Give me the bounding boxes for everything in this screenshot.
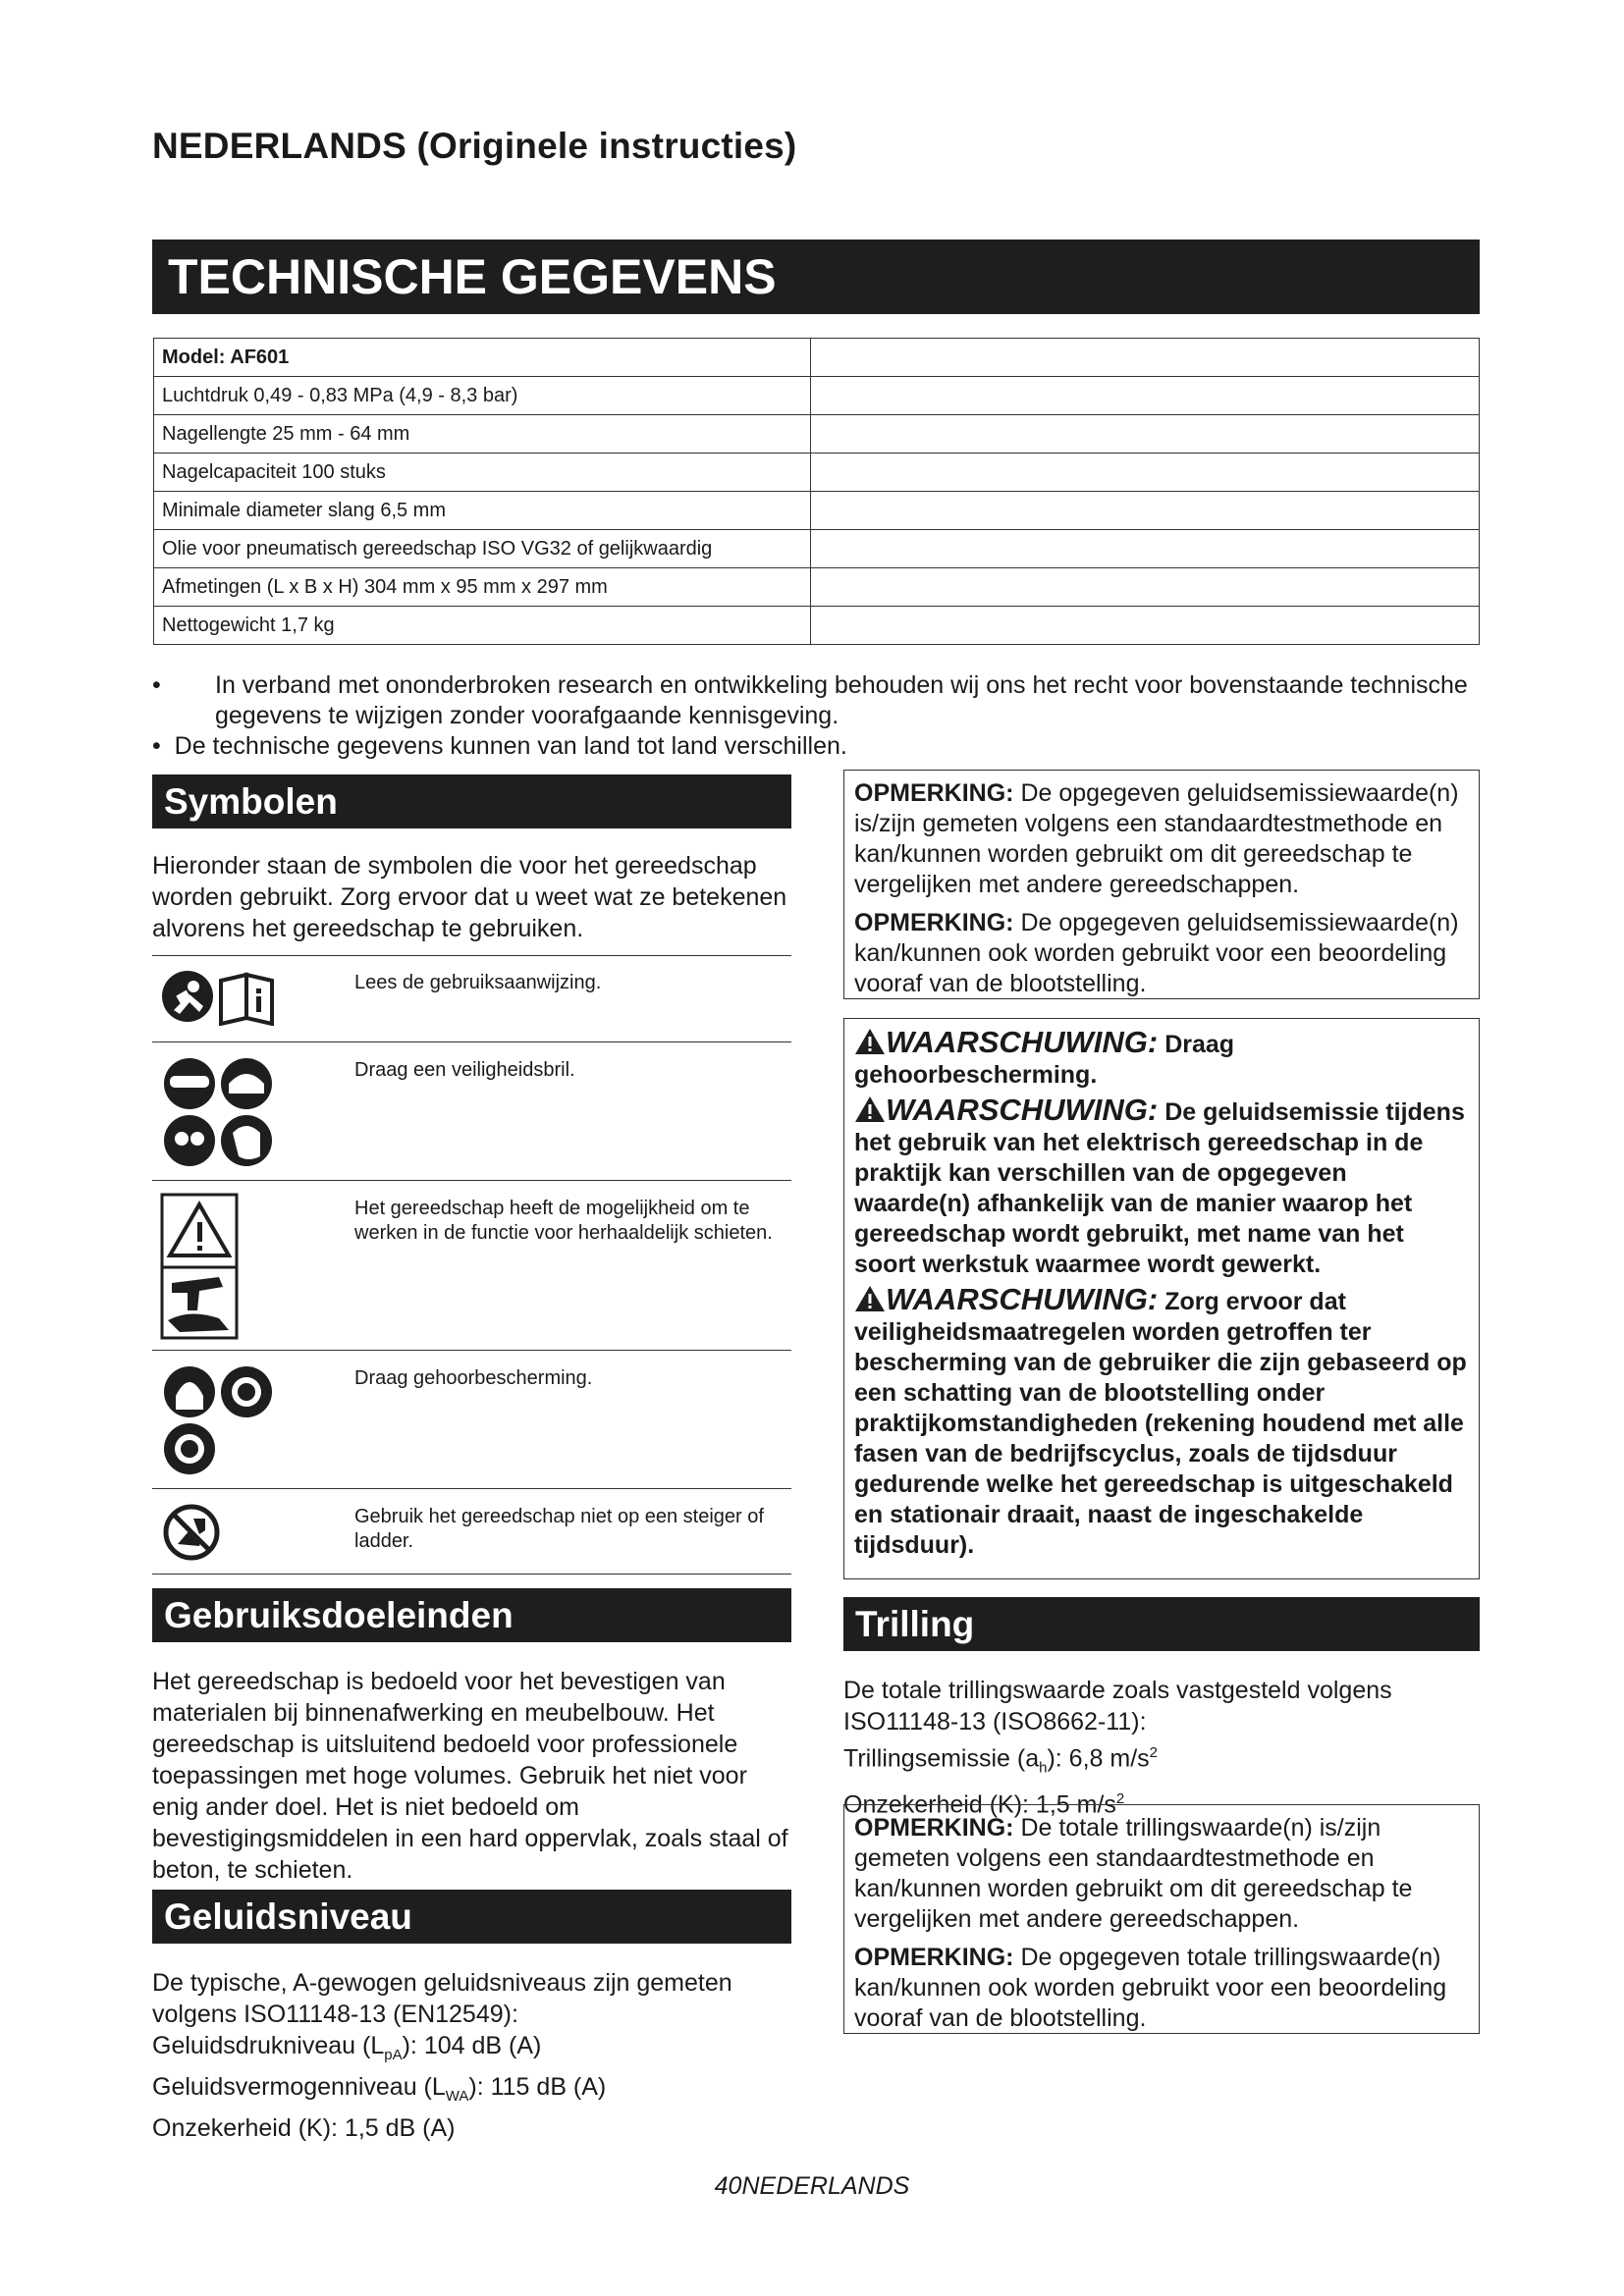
warning-label: WAARSCHUWING: <box>886 1025 1159 1059</box>
symbol-desc: Gebruik het gereedschap niet op een steiger of ladder. <box>354 1506 764 1552</box>
note <box>854 1943 1469 2034</box>
spec-row <box>154 415 1480 454</box>
symbols-banner: Symbolen <box>152 774 791 828</box>
spec-row <box>154 339 1480 377</box>
hearing-protection-icon <box>160 1362 288 1485</box>
note-label: OPMERKING: <box>854 909 1014 936</box>
safety-glasses-icon <box>160 1054 288 1177</box>
spec-row <box>154 568 1480 607</box>
noise-power-value: ): 115 dB (A) <box>468 2073 607 2101</box>
note-text: De opgegeven geluidsemissiewaarde(n) kan/kunnen ook worden gebruikt voor een beoordeling vooraf van de blootstelling. <box>854 909 1459 997</box>
noise-intro: De typische, A-gewogen geluidsniveaus zijn gemeten volgens ISO11148-13 (EN12549): <box>152 1969 732 2028</box>
page-footer: 40NEDERLANDS <box>714 2172 910 2200</box>
note-label: OPMERKING: <box>854 779 1014 807</box>
bullet-dot: • <box>152 671 161 699</box>
no-scaffold-icon <box>160 1501 239 1569</box>
noise-block <box>152 1967 791 2144</box>
spec-row <box>154 607 1480 645</box>
tech-specs-banner: TECHNISCHE GEGEVENS <box>152 240 1480 314</box>
symbols-intro: Hieronder staan de symbolen die voor het gereedschap worden gebruikt. Zorg ervoor dat u weet wat ze betekenen alvorens het gereedschap te gebruiken. <box>152 852 787 942</box>
spec-cell: Olie voor pneumatisch gereedschap ISO VG32 of gelijkwaardig <box>154 530 811 568</box>
noise-pressure-label: Geluidsdrukniveau (L <box>152 2032 385 2059</box>
repeat-fire-warning-icon <box>160 1193 258 1345</box>
warning <box>854 1027 1469 1091</box>
spec-cell: Nagelcapaciteit 100 stuks <box>154 454 811 492</box>
bullet-dot: • <box>152 732 175 760</box>
spec-cell: Nagellengte 25 mm - 64 mm <box>154 415 811 454</box>
spec-cell-empty <box>811 415 1480 454</box>
usage-banner: Gebruiksdoeleinden <box>152 1588 791 1642</box>
vibration-block <box>843 1675 1480 1821</box>
noise-power-sub: WA <box>445 2088 469 2105</box>
symbol-desc: Lees de gebruiksaanwijzing. <box>354 972 602 993</box>
symbol-row <box>152 955 791 1042</box>
spec-note-text: In verband met ononderbroken research en ontwikkeling behouden wij ons het recht voor bovenstaande technische gegevens te wijzigen zonder voorafgaande kennisgeving. <box>215 671 1468 729</box>
noise-pressure-value: ): 104 dB (A) <box>402 2032 542 2059</box>
note-label: OPMERKING: <box>854 1944 1014 1971</box>
warning <box>854 1095 1469 1280</box>
note <box>854 908 1469 999</box>
symbol-row <box>152 1489 791 1575</box>
warnings-box <box>843 1018 1480 1579</box>
spec-row <box>154 492 1480 530</box>
vibration-notes-box <box>843 1804 1480 2034</box>
noise-power <box>152 2071 791 2112</box>
vibration-emission <box>843 1737 1480 1784</box>
spec-cell-empty <box>811 377 1480 415</box>
noise-pressure <box>152 2030 791 2071</box>
noise-banner: Geluidsniveau <box>152 1890 791 1944</box>
warning-label: WAARSCHUWING: <box>886 1093 1159 1127</box>
vibration-emission-label: Trillingsemissie (a <box>843 1744 1040 1773</box>
warning-triangle-icon <box>854 1285 886 1312</box>
warning-text: De geluidsemissie tijdens het gebruik van het elektrisch gereedschap in de praktijk kan verschillen van de opgegeven waarde(n) afhankelijk van de manier waarop het gereedschap wordt gebruikt, met name van het soort werkstuk waarmee wordt gewerkt. <box>854 1098 1465 1278</box>
note <box>854 1813 1469 1935</box>
vibration-emission-value: ): 6,8 m/s <box>1047 1744 1150 1773</box>
spec-note-text: De technische gegevens kunnen van land tot land verschillen. <box>174 732 847 760</box>
note <box>854 778 1469 900</box>
spec-cell-empty <box>811 530 1480 568</box>
spec-cell-empty <box>811 568 1480 607</box>
symbols-table <box>152 955 791 1575</box>
symbol-desc: Het gereedschap heeft de mogelijkheid om te werken in de functie voor herhaaldelijk schieten. <box>354 1198 773 1244</box>
warning-text: Zorg ervoor dat veiligheidsmaatregelen worden getroffen ter bescherming van de gebruiker die zijn gebaseerd op een schatting van de blootstelling onder praktijkomstandigheden (rekening houdend met alle fasen van de bedrijfscyclus, zoals de tijdsduur gedurende welke het gereedschap is uitgeschakeld en stationair draait, naast de ingeschakelde tijdsduur). <box>854 1288 1467 1559</box>
spec-row <box>154 530 1480 568</box>
vibration-emission-sub: h <box>1039 1759 1048 1777</box>
spec-cell: Model: AF601 <box>154 339 811 377</box>
spec-cell: Minimale diameter slang 6,5 mm <box>154 492 811 530</box>
spec-cell-empty <box>811 339 1480 377</box>
symbol-desc: Draag een veiligheidsbril. <box>354 1059 575 1081</box>
read-manual-icon <box>160 967 307 1031</box>
symbol-row <box>152 1042 791 1181</box>
vibration-intro: De totale trillingswaarde zoals vastgesteld volgens ISO11148-13 (ISO8662-11): <box>843 1677 1392 1735</box>
spec-cell: Afmetingen (L x B x H) 304 mm x 95 mm x 297 mm <box>154 568 811 607</box>
vibration-emission-sup: 2 <box>1149 1744 1158 1761</box>
noise-pressure-sub: pA <box>384 2047 403 2063</box>
spec-note-bullet <box>152 731 1478 762</box>
noise-power-label: Geluidsvermogenniveau (L <box>152 2073 446 2101</box>
warning-triangle-icon <box>854 1028 886 1055</box>
spec-cell-empty <box>811 492 1480 530</box>
warning-text: Draag gehoorbescherming. <box>854 1031 1235 1089</box>
note-text: De totale trillingswaarde(n) is/zijn gemeten volgens een standaardtestmethode en kan/kunnen worden gebruikt om dit gereedschap te vergelijken met andere gereedschappen. <box>854 1814 1413 1933</box>
note-text: De opgegeven geluidsemissiewaarde(n) is/zijn gemeten volgens een standaardtestmethode en kan/kunnen worden gebruikt om dit gereedschap te vergelijken met andere gereedschappen. <box>854 779 1459 898</box>
spec-table <box>153 338 1480 645</box>
spec-cell: Luchtdruk 0,49 - 0,83 MPa (4,9 - 8,3 bar) <box>154 377 811 415</box>
symbol-desc: Draag gehoorbescherming. <box>354 1367 593 1389</box>
symbol-row <box>152 1181 791 1351</box>
symbol-row <box>152 1351 791 1489</box>
spec-cell-empty <box>811 607 1480 645</box>
language-title: NEDERLANDS (Originele instructies) <box>152 126 797 166</box>
warning <box>854 1284 1469 1561</box>
note-label: OPMERKING: <box>854 1814 1014 1842</box>
warning-label: WAARSCHUWING: <box>886 1282 1159 1316</box>
spec-cell-empty <box>811 454 1480 492</box>
note-text: De opgegeven totale trillingswaarde(n) kan/kunnen ook worden gebruikt voor een beoordeling vooraf van de blootstelling. <box>854 1944 1447 2032</box>
warning-triangle-icon <box>854 1095 886 1123</box>
vibration-uncertainty-text: Onzekerheid (K): 1,5 m/s <box>843 1790 1116 1819</box>
vibration-banner: Trilling <box>843 1597 1480 1651</box>
vibration-uncertainty-sup: 2 <box>1115 1790 1125 1808</box>
noise-notes-box <box>843 770 1480 999</box>
spec-row <box>154 454 1480 492</box>
spec-row <box>154 377 1480 415</box>
spec-cell: Nettogewicht 1,7 kg <box>154 607 811 645</box>
noise-uncertainty: Onzekerheid (K): 1,5 dB (A) <box>152 2114 456 2142</box>
usage-text: Het gereedschap is bedoeld voor het bevestigen van materialen bij binnenafwerking en meubelbouw. Het gereedschap is uitsluitend bedoeld voor professionele toepassingen met hoge volumes. Gebruik het niet voor enig ander doel. Het is niet bedoeld om bevestigingsmiddelen in een hard oppervlak, zoals staal of beton, te schieten. <box>152 1668 788 1884</box>
